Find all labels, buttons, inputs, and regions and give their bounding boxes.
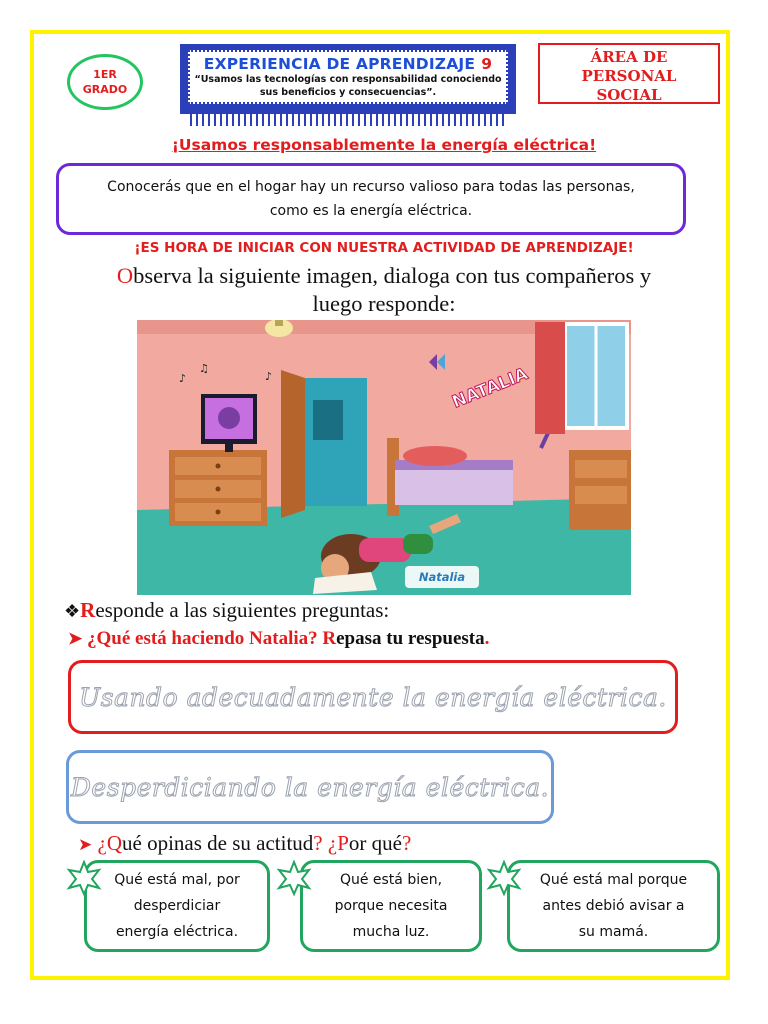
q2-letter-q: Q <box>106 831 122 855</box>
arrow-bullet-icon: ➤ <box>68 629 83 648</box>
answer-option-1-text: Usando adecuadamente la energía eléctrica. <box>79 682 667 712</box>
area-line-3: SOCIAL <box>596 86 662 104</box>
question-1 <box>68 628 489 650</box>
answer-option-2-text: Desperdiciando la energía eléctrica. <box>70 772 550 802</box>
answer-option-2 <box>66 750 554 824</box>
opinion-3-line-3: su mamá. <box>578 924 649 940</box>
opinion-2-line-2: porque necesita <box>334 898 448 914</box>
questions-header <box>64 598 389 623</box>
answer-option-1 <box>68 660 678 734</box>
question-1-part-1: ¿Qué está haciendo Natalia? <box>87 628 323 649</box>
q2-close-mark-2: ? <box>401 831 412 855</box>
dresser <box>169 450 267 526</box>
observe-line-1: bserva la siguiente imagen, dialoga con tus compañeros y <box>133 263 652 288</box>
intro-line-1: Conocerás que en el hogar hay un recurso valioso para todas las personas, <box>107 179 635 195</box>
q2-open-mark-2: ¿ <box>322 831 338 855</box>
wall-name-decal: NATALIA <box>449 364 531 413</box>
q2-text-2: or qué <box>348 831 402 855</box>
questions-header-text: esponde a las siguientes preguntas: <box>95 598 390 622</box>
arrow-bullet-icon: ➤ <box>78 835 93 854</box>
opinion-2-line-1: Qué está bien, <box>339 872 443 888</box>
svg-text:♪: ♪ <box>265 370 273 383</box>
opinion-card-2 <box>300 860 482 952</box>
intro-line-2: como es la energía eléctrica. <box>269 203 473 219</box>
grade-badge <box>67 54 143 110</box>
grade-number: 1ER <box>93 68 117 81</box>
experience-subtitle-line-1: “Usamos las tecnologías con responsabilidad conociendo <box>194 74 502 85</box>
star-icon <box>486 860 522 896</box>
window <box>535 322 627 434</box>
experience-title-text: EXPERIENCIA DE APRENDIZAJE <box>203 55 476 73</box>
questions-first-letter: R <box>80 598 96 622</box>
question-1-dot: . <box>484 628 490 649</box>
opinion-3-line-2: antes debió avisar a <box>542 898 685 914</box>
experience-title <box>190 55 506 73</box>
opinion-1-line-3: energía eléctrica. <box>115 924 239 940</box>
intro-box <box>56 163 686 235</box>
subject-area-box <box>538 43 720 104</box>
question-1-R: R <box>322 628 337 649</box>
area-line-2: PERSONAL <box>581 67 677 85</box>
opinion-2-line-3: mucha luz. <box>352 924 430 940</box>
opinion-card-1 <box>84 860 270 952</box>
star-icon <box>276 860 312 896</box>
question-2 <box>78 831 411 856</box>
area-line-1: ÁREA DE <box>590 48 668 66</box>
open-door <box>281 370 367 518</box>
activity-start-heading: ¡ES HORA DE INICIAR CON NUESTRA ACTIVIDAD DE APRENDIZAJE! <box>134 240 634 256</box>
page-title: ¡Usamos responsablemente la energía eléctrica! <box>171 136 597 154</box>
observe-instruction <box>60 262 708 318</box>
diamond-bullet-icon: ❖ <box>64 601 81 621</box>
svg-text:♪: ♪ <box>179 372 187 385</box>
opinion-3-line-1: Qué está mal porque <box>539 872 688 888</box>
television <box>201 394 257 452</box>
grade-label: GRADO <box>82 83 128 96</box>
experience-banner <box>180 44 516 114</box>
q2-text-1: ué opinas de su actitud <box>122 831 314 855</box>
q2-letter-p: P <box>337 831 349 855</box>
opinion-1-line-2: desperdiciar <box>133 898 221 914</box>
observe-first-letter: O <box>116 263 134 288</box>
star-icon <box>66 860 102 896</box>
q2-close-mark-1: ? <box>313 831 323 855</box>
opinion-card-3 <box>507 860 720 952</box>
banner-binding-decoration <box>190 114 508 126</box>
q2-open-mark-1: ¿ <box>97 831 107 855</box>
bedroom-illustration <box>137 320 631 595</box>
observe-line-2: luego responde: <box>312 291 456 316</box>
svg-text:♫: ♫ <box>199 362 209 375</box>
experience-banner-inner <box>188 50 508 104</box>
experience-subtitle-line-2: sus beneficios y consecuencias”. <box>259 87 437 98</box>
experience-number: 9 <box>481 55 493 73</box>
question-1-part-2: epasa tu respuesta <box>336 628 485 649</box>
opinion-1-line-1: Qué está mal, por <box>114 872 240 888</box>
caption-label: Natalia <box>418 570 466 584</box>
